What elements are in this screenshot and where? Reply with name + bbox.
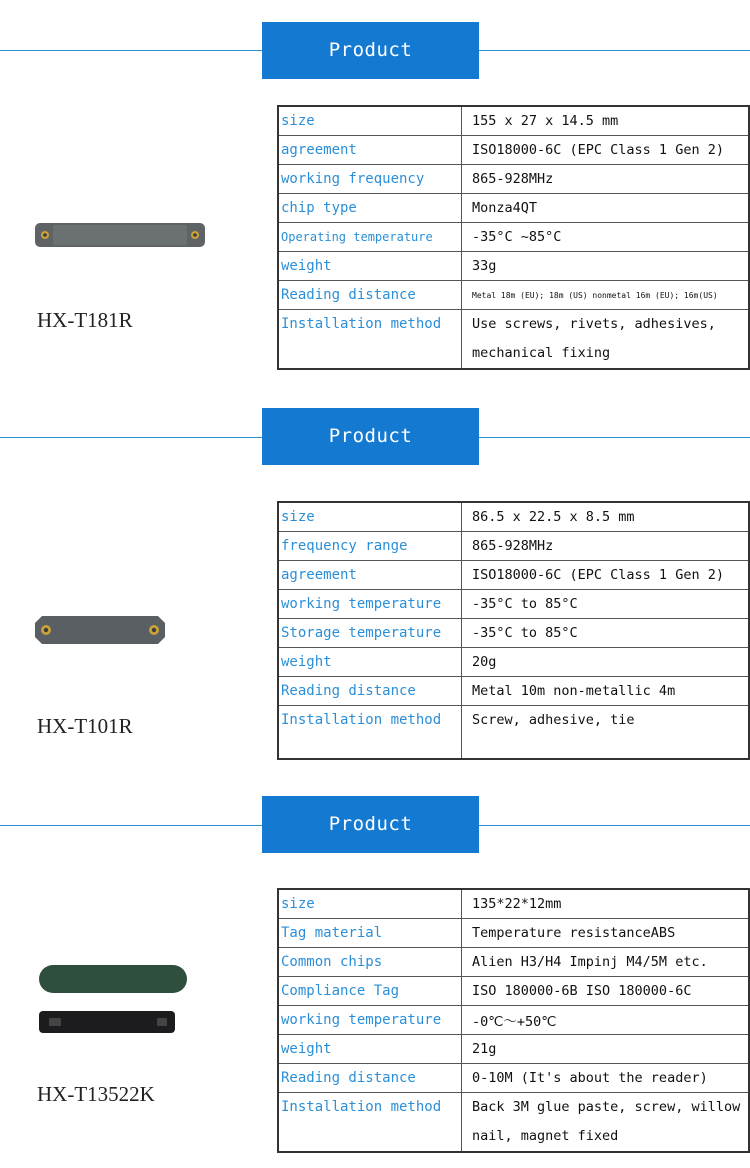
table-row bbox=[278, 706, 749, 760]
spec-label: agreement bbox=[278, 136, 462, 165]
table-row bbox=[278, 532, 749, 561]
spec-value: 21g bbox=[462, 1035, 750, 1064]
spec-label: Operating temperature bbox=[278, 223, 462, 252]
table-row bbox=[278, 136, 749, 165]
spec-value: Use screws, rivets, adhesives, mechanical fixing bbox=[462, 310, 750, 370]
table-row bbox=[278, 223, 749, 252]
spec-label: Storage temperature bbox=[278, 619, 462, 648]
spec-value: Monza4QT bbox=[462, 194, 750, 223]
table-row bbox=[278, 165, 749, 194]
spec-value: 135*22*12mm bbox=[462, 889, 750, 919]
table-row bbox=[278, 1093, 749, 1153]
table-row bbox=[278, 281, 749, 310]
spec-label: Installation method bbox=[278, 706, 462, 760]
table-row bbox=[278, 948, 749, 977]
spec-label: Installation method bbox=[278, 1093, 462, 1153]
spec-table bbox=[277, 105, 750, 370]
spec-label: size bbox=[278, 502, 462, 532]
spec-label: Common chips bbox=[278, 948, 462, 977]
table-row bbox=[278, 502, 749, 532]
spec-label: weight bbox=[278, 252, 462, 281]
table-row bbox=[278, 194, 749, 223]
table-row bbox=[278, 561, 749, 590]
spec-value: 86.5 x 22.5 x 8.5 mm bbox=[462, 502, 750, 532]
spec-value: Screw, adhesive, tie bbox=[462, 706, 750, 760]
spec-label: size bbox=[278, 889, 462, 919]
spec-value: Metal 10m non-metallic 4m bbox=[462, 677, 750, 706]
table-row bbox=[278, 619, 749, 648]
spec-value: Alien H3/H4 Impinj M4/5M etc. bbox=[462, 948, 750, 977]
table-row bbox=[278, 1006, 749, 1035]
spec-label: Installation method bbox=[278, 310, 462, 370]
rfid-tag-image bbox=[35, 221, 205, 251]
table-row bbox=[278, 919, 749, 948]
spec-value: 865-928MHz bbox=[462, 532, 750, 561]
spec-label: chip type bbox=[278, 194, 462, 223]
section-banner: Product information bbox=[262, 796, 479, 853]
rfid-tag-image bbox=[34, 614, 166, 646]
model-name: HX-T101R bbox=[37, 714, 133, 738]
spec-label: Compliance Tag bbox=[278, 977, 462, 1006]
spec-label: working temperature bbox=[278, 1006, 462, 1035]
spec-table bbox=[277, 501, 750, 760]
spec-label: frequency range bbox=[278, 532, 462, 561]
table-row bbox=[278, 889, 749, 919]
spec-label: working temperature bbox=[278, 590, 462, 619]
spec-label: weight bbox=[278, 1035, 462, 1064]
spec-label: Reading distance bbox=[278, 677, 462, 706]
spec-value: ISO18000-6C (EPC Class 1 Gen 2) bbox=[462, 561, 750, 590]
table-row bbox=[278, 590, 749, 619]
spec-value: 33g bbox=[462, 252, 750, 281]
spec-value: Temperature resistanceABS bbox=[462, 919, 750, 948]
spec-label: agreement bbox=[278, 561, 462, 590]
table-row bbox=[278, 677, 749, 706]
model-name: HX-T13522K bbox=[37, 1082, 155, 1106]
table-row bbox=[278, 106, 749, 136]
spec-value: -35°C to 85°C bbox=[462, 590, 750, 619]
spec-value: Metal 18m (EU); 18m (US) nonmetal 16m (EU); 16m(US) bbox=[462, 281, 750, 310]
section-banner: Product information bbox=[262, 408, 479, 465]
section-banner: Product information bbox=[262, 22, 479, 79]
spec-label: Reading distance bbox=[278, 1064, 462, 1093]
spec-label: Tag material bbox=[278, 919, 462, 948]
spec-value: -35°C ~85°C bbox=[462, 223, 750, 252]
spec-value: 0-10M (It's about the reader) bbox=[462, 1064, 750, 1093]
table-row bbox=[278, 648, 749, 677]
spec-value: -35°C to 85°C bbox=[462, 619, 750, 648]
spec-table bbox=[277, 888, 750, 1153]
table-row bbox=[278, 977, 749, 1006]
spec-label: working frequency bbox=[278, 165, 462, 194]
table-row bbox=[278, 310, 749, 370]
model-name: HX-T181R bbox=[37, 308, 133, 332]
table-row bbox=[278, 252, 749, 281]
spec-value: 155 x 27 x 14.5 mm bbox=[462, 106, 750, 136]
spec-label: weight bbox=[278, 648, 462, 677]
table-row bbox=[278, 1064, 749, 1093]
spec-label: Reading distance bbox=[278, 281, 462, 310]
spec-value: -0℃～+50℃ bbox=[462, 1006, 750, 1035]
spec-label: size bbox=[278, 106, 462, 136]
spec-value: ISO 180000-6B ISO 180000-6C bbox=[462, 977, 750, 1006]
spec-value: ISO18000-6C (EPC Class 1 Gen 2) bbox=[462, 136, 750, 165]
table-row bbox=[278, 1035, 749, 1064]
spec-value: 865-928MHz bbox=[462, 165, 750, 194]
rfid-tag-image bbox=[37, 963, 189, 1037]
spec-value: Back 3M glue paste, screw, willow nail, magnet fixed bbox=[462, 1093, 750, 1153]
spec-value: 20g bbox=[462, 648, 750, 677]
